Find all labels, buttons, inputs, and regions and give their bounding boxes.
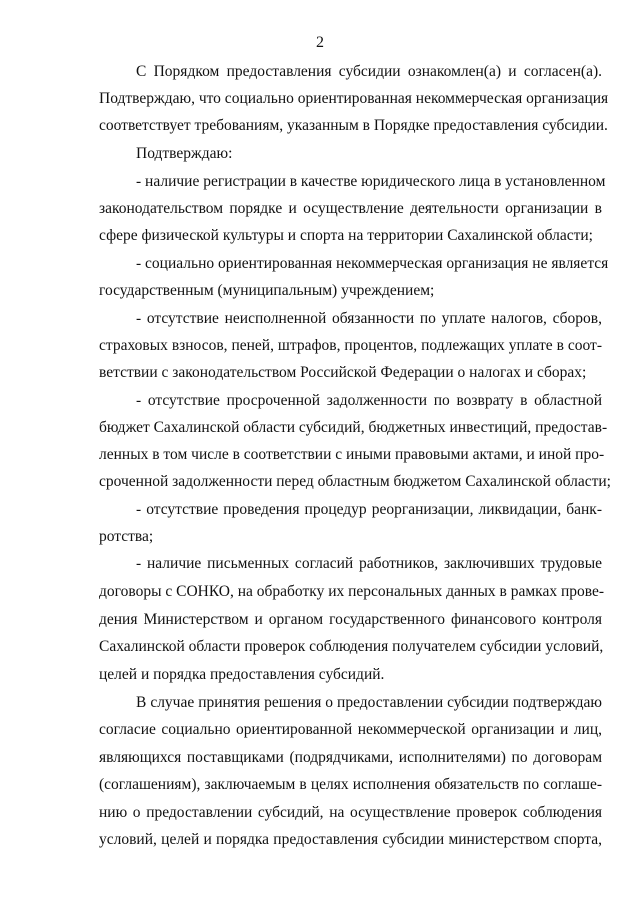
text-line: нию о предоставлении субсидий, на осуществление проверок соблюдения [99, 804, 602, 821]
text-line: являющихся поставщиками (подрядчиками, исполнителями) по договорам [99, 749, 602, 766]
text-line: Подтверждаю, что социально ориентированная некоммерческая организация [99, 90, 609, 107]
text-line: - отсутствие проведения процедур реорганизации, ликвидации, банк- [136, 501, 602, 518]
text-line: - социально ориентированная некоммерческая организация не является [136, 255, 609, 272]
text-line: ротства; [99, 528, 154, 545]
text-line: условий, целей и порядка предоставления субсидии министерством спорта, [99, 831, 602, 848]
text-line: соответствует требованиям, указанным в Порядке предоставления субсидии. [99, 117, 608, 134]
text-line: В случае принятия решения о предоставлении субсидии подтверждаю [136, 694, 602, 711]
text-line: Подтверждаю: [136, 145, 233, 162]
text-line: - отсутствие неисполненной обязанности по уплате налогов, сборов, [136, 310, 602, 327]
text-line: государственным (муниципальным) учреждением; [99, 282, 435, 299]
text-line: ветствии с законодательством Российской Федерации о налогах и сборах; [99, 364, 587, 381]
text-line: сроченной задолженности перед областным бюджетом Сахалинской области; [99, 473, 611, 490]
text-line: (соглашениям), заключаемым в целях исполнения обязательств по соглаше- [99, 776, 602, 793]
text-line: договоры с СОНКО, на обработку их персональных данных в рамках прове- [99, 583, 605, 600]
text-line: ленных в том числе в соответствии с иными правовыми актами, и иной про- [99, 446, 605, 463]
text-line: - отсутствие просроченной задолженности по возврату в областной [136, 392, 602, 409]
page-number: 2 [316, 34, 324, 51]
text-line: С Порядком предоставления субсидии ознакомлен(а) и согласен(а). [136, 63, 602, 80]
text-line: дения Министерством и органом государственного финансового контроля [99, 611, 602, 628]
text-line: - наличие письменных согласий работников, заключивших трудовые [136, 555, 602, 572]
text-line: бюджет Сахалинской области субсидий, бюджетных инвестиций, предостав- [99, 419, 608, 436]
text-line: законодательством порядке и осуществление деятельности организации в [99, 200, 602, 217]
text-line: сфере физической культуры и спорта на территории Сахалинской области; [99, 227, 593, 244]
text-line: целей и порядка предоставления субсидий. [99, 666, 385, 683]
text-line: страховых взносов, пеней, штрафов, процентов, подлежащих уплате в соот- [99, 337, 602, 354]
text-line: Сахалинской области проверок соблюдения получателем субсидии условий, [99, 638, 604, 655]
text-line: - наличие регистрации в качестве юридического лица в установленном [136, 173, 606, 190]
text-line: согласие социально ориентированной некоммерческой организации и лиц, [99, 721, 602, 738]
